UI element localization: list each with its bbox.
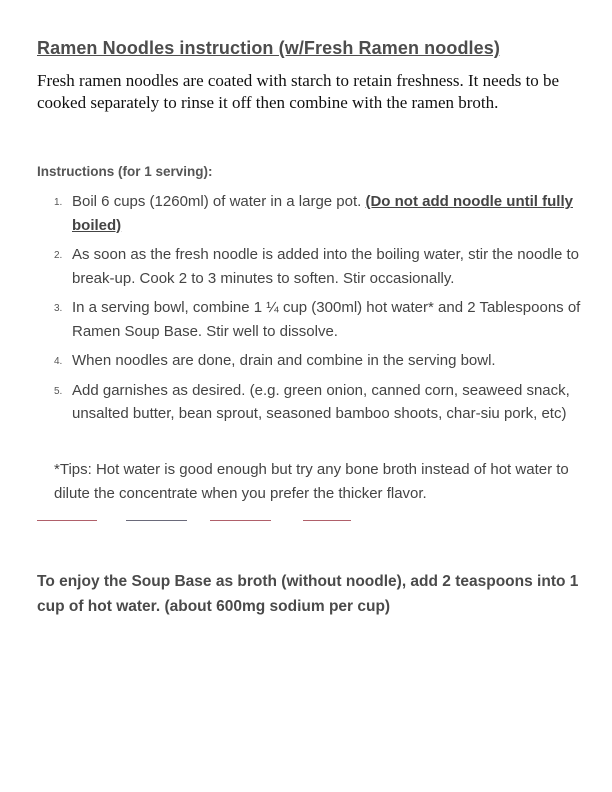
tips-note: *Tips: Hot water is good enough but try any bone broth instead of hot water to dilute the concentrate when you prefer the thicker flavor. <box>54 461 569 502</box>
broth-instruction: To enjoy the Soup Base as broth (without noodle), add 2 teaspoons into 1 cup of hot water. (about 600mg sodium per cup) <box>37 573 579 615</box>
step-3 <box>50 296 585 343</box>
divider-line <box>303 520 351 521</box>
step-2 <box>50 243 585 290</box>
step-text: In a serving bowl, combine 1 ¼ cup (300ml) hot water* and 2 Tablespoons of Ramen Soup Base. Stir well to dissolve. <box>72 299 581 340</box>
step-number: 1. <box>54 197 63 208</box>
step-number: 3. <box>54 303 63 314</box>
step-number: 4. <box>54 356 63 367</box>
divider-line <box>37 520 97 521</box>
instruction-steps <box>50 190 585 432</box>
step-1 <box>50 190 585 237</box>
step-5 <box>50 379 585 426</box>
page-title: Ramen Noodles instruction (w/Fresh Ramen noodles) <box>37 38 500 58</box>
step-text: When noodles are done, drain and combine in the serving bowl. <box>72 352 496 369</box>
step-4 <box>50 349 585 373</box>
divider-line <box>210 520 271 521</box>
step-text: As soon as the fresh noodle is added into the boiling water, stir the noodle to break-up. Cook 2 to 3 minutes to soften. Stir occasionally. <box>72 246 579 287</box>
step-number: 5. <box>54 385 63 397</box>
step-text: Add garnishes as desired. (e.g. green onion, canned corn, seaweed snack, unsalted butter, bean sprout, seasoned bamboo shoots, char-siu pork, etc) <box>72 381 570 422</box>
step-number: 2. <box>54 250 63 261</box>
instructions-heading: Instructions (for 1 serving): <box>37 164 213 179</box>
step-text: Boil 6 cups (1260ml) of water in a large pot. <box>72 193 366 210</box>
intro-paragraph: Fresh ramen noodles are coated with starch to retain freshness. It needs to be cooked separately to rinse it off then combine with the ramen broth. <box>37 71 560 112</box>
step-emphasis: (Do not add noodle until fully boiled) <box>72 193 573 234</box>
divider-line <box>126 520 187 521</box>
